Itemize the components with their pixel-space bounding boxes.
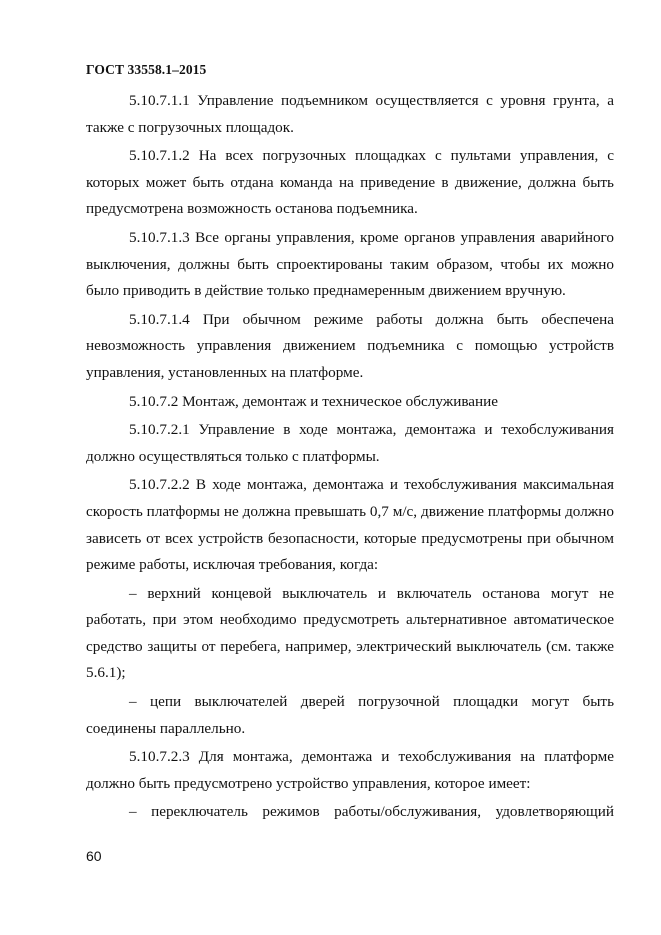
section-heading-5-10-7-2: 5.10.7.2 Монтаж, демонтаж и техническое обслуживание <box>129 392 499 410</box>
list-item-door-circuits: – цепи выключателей дверей погрузочной площадки могут быть соединены параллельно. <box>86 693 614 737</box>
paragraph-5-10-7-1-2: 5.10.7.1.2 На всех погрузочных площадках с пультами управления, с которых может быть отдана команда на приведение в движение, должна быть предусмотрена возможность останова подъемника. <box>86 147 614 218</box>
paragraph-5-10-7-2-3: 5.10.7.2.3 Для монтажа, демонтажа и техобслуживания на платформе должно быть предусмотрено устройство управления, которое имеет: <box>86 748 614 792</box>
list-item-limit-switch: – верхний концевой выключатель и включатель останова могут не работать, при этом необходимо предусмотреть альтернативное автоматическое средство защиты от перебега, например, электрический выключатель (см. также 5.6.1); <box>86 584 614 682</box>
paragraph-5-10-7-2-1: 5.10.7.2.1 Управление в ходе монтажа, демонтажа и техобслуживания должно осуществляться только с платформы. <box>86 421 614 465</box>
document-body <box>86 88 614 828</box>
paragraph-5-10-7-1-4: 5.10.7.1.4 При обычном режиме работы должна быть обеспечена невозможность управления движением подъемника с помощью устройств управления, установленных на платформе. <box>86 310 614 381</box>
page-number: 60 <box>86 848 102 864</box>
paragraph-5-10-7-2-2: 5.10.7.2.2 В ходе монтажа, демонтажа и техобслуживания максимальная скорость платформы не должна превышать 0,7 м/с, движение платформы должно зависеть от всех устройств безопасности, которые предусмотрены при обычном режиме работы, исключая требования, когда: <box>86 476 614 574</box>
paragraph-5-10-7-1-1: 5.10.7.1.1 Управление подъемником осуществляется с уровня грунта, а также с погрузочных площадок. <box>86 92 614 136</box>
document-code-header: ГОСТ 33558.1–2015 <box>86 62 207 77</box>
paragraph-5-10-7-1-3: 5.10.7.1.3 Все органы управления, кроме органов управления аварийного выключения, должны быть спроектированы таким образом, чтобы их можно было приводить в действие только преднамеренным движением вручную. <box>86 228 614 300</box>
list-item-mode-switch: – переключатель режимов работы/обслуживания, удовлетворяющий <box>129 803 614 821</box>
